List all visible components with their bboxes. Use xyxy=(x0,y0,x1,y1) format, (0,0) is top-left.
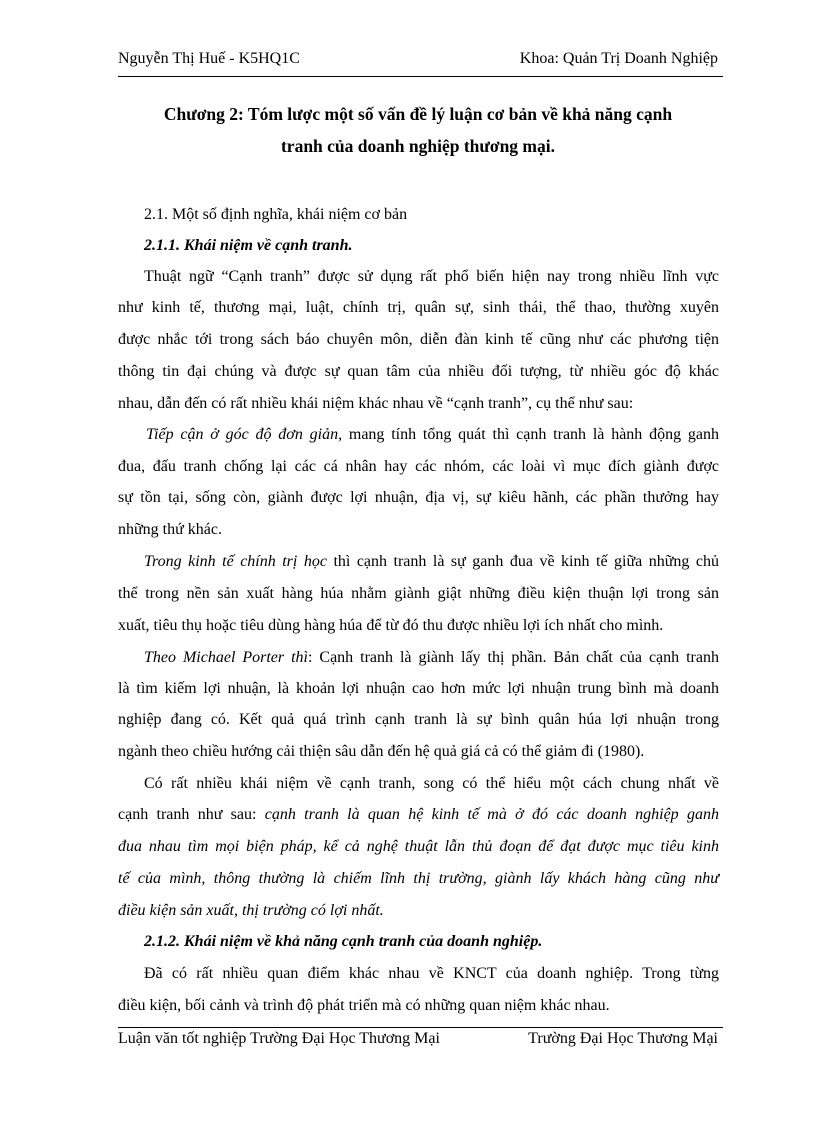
para1-line-5: nhau, dẫn đến có rất nhiều khái niệm khác nhau về “cạnh tranh”, cụ thể như sau: xyxy=(118,395,634,412)
para5-line-1: Có rất nhiều khái niệm về cạnh tranh, song có thể hiểu một cách chung nhất về xyxy=(144,775,719,792)
header-faculty: Khoa: Quản Trị Doanh Nghiệp xyxy=(519,50,718,67)
para2-line-2: đua, đấu tranh chống lại các cá nhân hay các nhóm, các loài vì mục đích giành được xyxy=(118,458,719,475)
footer-university: Trường Đại Học Thương Mại xyxy=(528,1030,718,1047)
para3-line-2: thể trong nền sản xuất hàng húa nhằm giành giật những điều kiện thuận lợi trong sản xyxy=(118,585,719,602)
para3-line-1-rest: thì cạnh tranh là sự ganh đua về kinh tế giữa những chủ xyxy=(326,553,719,570)
para5-line-3: đua nhau tìm mọi biện pháp, kể cả nghệ thuật lẫn thủ đoạn để đạt được mục tiêu kinh xyxy=(118,838,719,855)
para5-line-5: điều kiện sản xuất, thị trường có lợi nhất. xyxy=(118,902,384,919)
para6-line-1: Đã có rất nhiều quan điểm khác nhau về KNCT của doanh nghiệp. Trong từng xyxy=(144,965,719,982)
para5-line-2-italic: cạnh tranh là quan hệ kinh tế mà ở đó các doanh nghiệp ganh xyxy=(264,806,719,823)
para2-line-1 xyxy=(146,426,719,444)
subsection-heading-2-1-1: 2.1.1. Khái niệm về cạnh tranh. xyxy=(144,237,353,254)
para2-line-3: sự tồn tại, sống còn, giành được lợi nhuận, địa vị, sự kiêu hãnh, các phần thưởng hay xyxy=(118,489,719,506)
header-rule xyxy=(118,76,723,77)
header-author: Nguyễn Thị Huế - K5HQ1C xyxy=(118,50,300,67)
para1-line-1: Thuật ngữ “Cạnh tranh” được sử dụng rất phổ biến hiện nay trong nhiều lĩnh vực xyxy=(144,268,719,285)
section-heading-2-1: 2.1. Một số định nghĩa, khái niệm cơ bản xyxy=(144,206,408,223)
para6-line-2: điều kiện, bối cảnh và trình độ phát triển mà có những quan niệm khác nhau. xyxy=(118,997,610,1014)
para3-line-3: xuất, tiêu thụ hoặc tiêu dùng hàng húa để từ đó thu được nhiều lợi ích nhất cho mình. xyxy=(118,617,664,634)
chapter-title-line-1: Chương 2: Tóm lược một số vấn đề lý luận cơ bản về khả năng cạnh xyxy=(163,104,673,124)
footer-thesis: Luận văn tốt nghiệp Trường Đại Học Thương Mại xyxy=(118,1030,440,1047)
para4-lead: Theo Michael Porter thì xyxy=(144,649,308,666)
para5-line-2 xyxy=(118,806,719,824)
para4-line-1-rest: : Cạnh tranh là giành lấy thị phần. Bản chất của cạnh tranh xyxy=(307,649,719,666)
para4-line-3: nghiệp đang có. Kết quả quá trình cạnh tranh là sự bình quân húa lợi nhuận trong xyxy=(118,711,719,728)
para1-line-3: được nhắc tới trong sách báo chuyên môn, diễn đàn kinh tế cũng như các phương tiện xyxy=(118,331,719,348)
para2-line-4: những thứ khác. xyxy=(118,521,222,538)
para1-line-4: thông tin đại chúng và được sự quan tâm của nhiều đối tượng, từ nhiều góc độ khác xyxy=(118,363,719,380)
para2-lead: Tiếp cận ở góc độ đơn giản, xyxy=(146,426,343,443)
page-header xyxy=(118,50,718,74)
footer-rule xyxy=(118,1027,723,1028)
chapter-title-line-2: tranh của doanh nghiệp thương mại. xyxy=(280,136,555,156)
para2-line-1-rest: mang tính tổng quát thì cạnh tranh là hành động ganh xyxy=(342,426,719,443)
page-footer xyxy=(118,1030,718,1054)
para4-line-1 xyxy=(144,649,719,667)
para3-line-1 xyxy=(144,553,719,571)
para4-line-2: là tìm kiếm lợi nhuận, là khoản lợi nhuận cao hơn mức lợi nhuận trung bình mà doanh xyxy=(118,680,719,697)
para4-line-4: ngành theo chiều hướng cải thiện sâu dẫn đến hệ quả giá cả có thể giảm đi (1980). xyxy=(118,743,645,760)
subsection-heading-2-1-2: 2.1.2. Khái niệm về khả năng cạnh tranh của doanh nghiệp. xyxy=(144,933,543,950)
para5-line-2-plain: cạnh tranh như sau: xyxy=(118,806,265,823)
para5-line-4: tế của mình, thông thường là chiếm lĩnh thị trường, giành lấy khách hàng cũng như xyxy=(118,870,719,887)
para1-line-2: như kinh tế, thương mại, luật, chính trị, quân sự, sinh thái, thể thao, thường xuyên xyxy=(118,299,719,316)
para3-lead: Trong kinh tế chính trị học xyxy=(144,553,327,570)
